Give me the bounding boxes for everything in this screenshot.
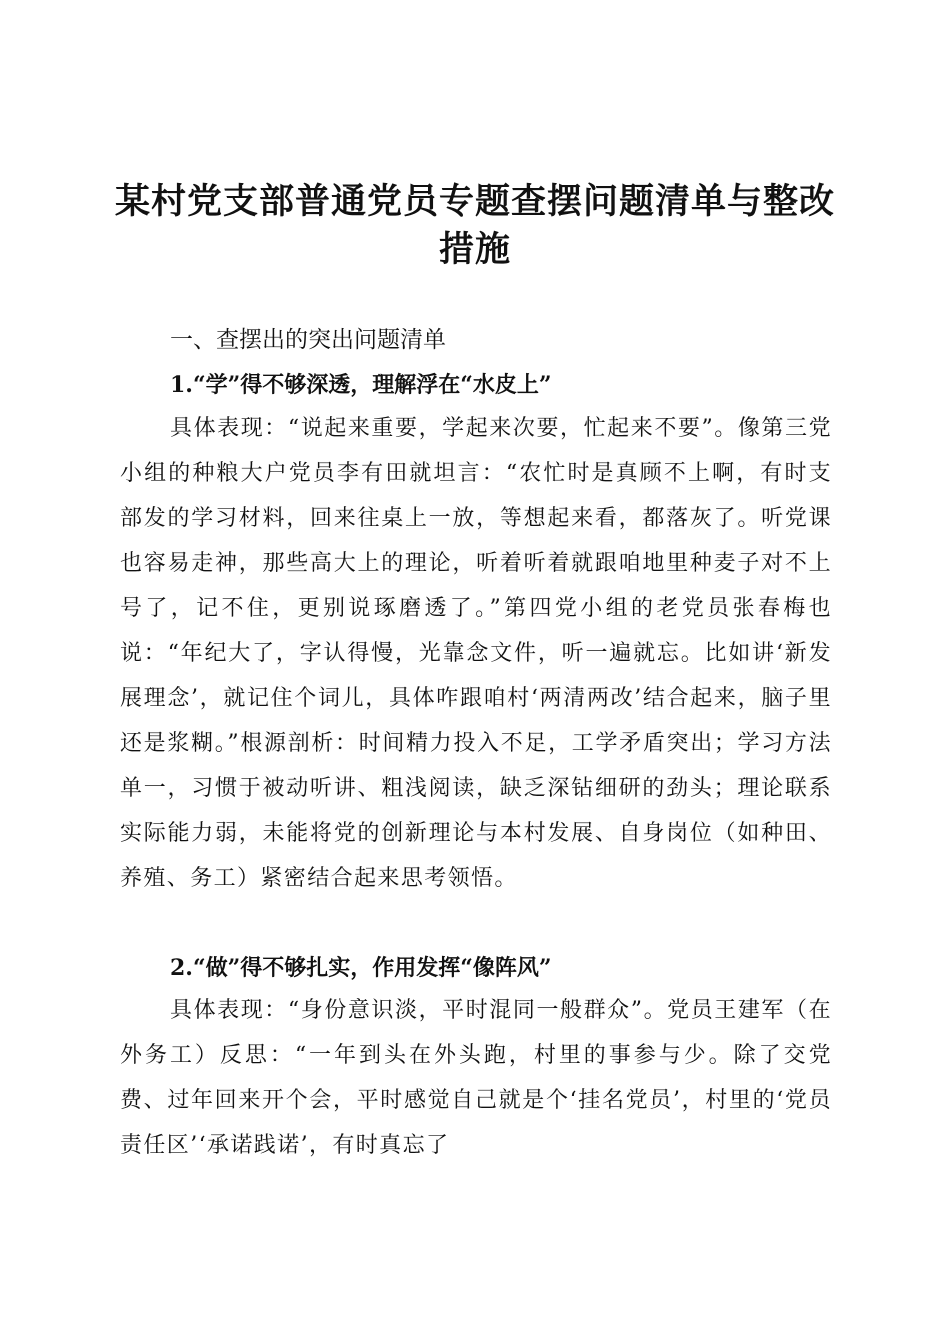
item-1-body: 具体表现：“说起来重要，学起来次要，忙起来不要”。像第三党小组的种粮大户党员李有田就坦言：“农忙时是真顾不上啊，有时支部发的学习材料，回来往桌上一放，等想起来看，都落灰了。听党课也容易走神，那些高大上的理论，听着听着就跟咱地里种麦子对不上号了，记不住，更别说琢磨透了。”第四党小组的老党员张春梅也说：“年纪大了，字认得慢，光靠念文件，听一遍就忘。比如讲‘新发展理念’，就记住个词儿，具体咋跟咱村‘两清两改’结合起来，脑子里还是浆糊。”根源剖析：时间精力投入不足，工学矛盾突出；学习方法单一，习惯于被动听讲、粗浅阅读，缺乏深钻细研的劲头；理论联系实际能力弱，未能将党的创新理论与本村发展、自身岗位（如种田、养殖、务工）紧密结合起来思考领悟。: [120, 416, 832, 891]
item-2-heading: 2.“做”得不够扎实，作用发挥“像阵风”: [170, 955, 552, 981]
item-1-heading: 1.“学”得不够深透，理解浮在“水皮上”: [170, 372, 552, 398]
document-title: 某村党支部普通党员专题查摆问题清单与整改措施: [114, 181, 835, 270]
section-heading: 一、查摆出的突出问题清单: [170, 327, 446, 353]
item-2-body: 具体表现：“身份意识淡，平时混同一般群众”。党员王建军（在外务工）反思：“一年到头在外头跑，村里的事参与少。除了交党费、过年回来开个会，平时感觉自己就是个‘挂名党员’，村里的‘党员责任区’‘承诺践诺’，有时真忘了: [120, 998, 832, 1158]
